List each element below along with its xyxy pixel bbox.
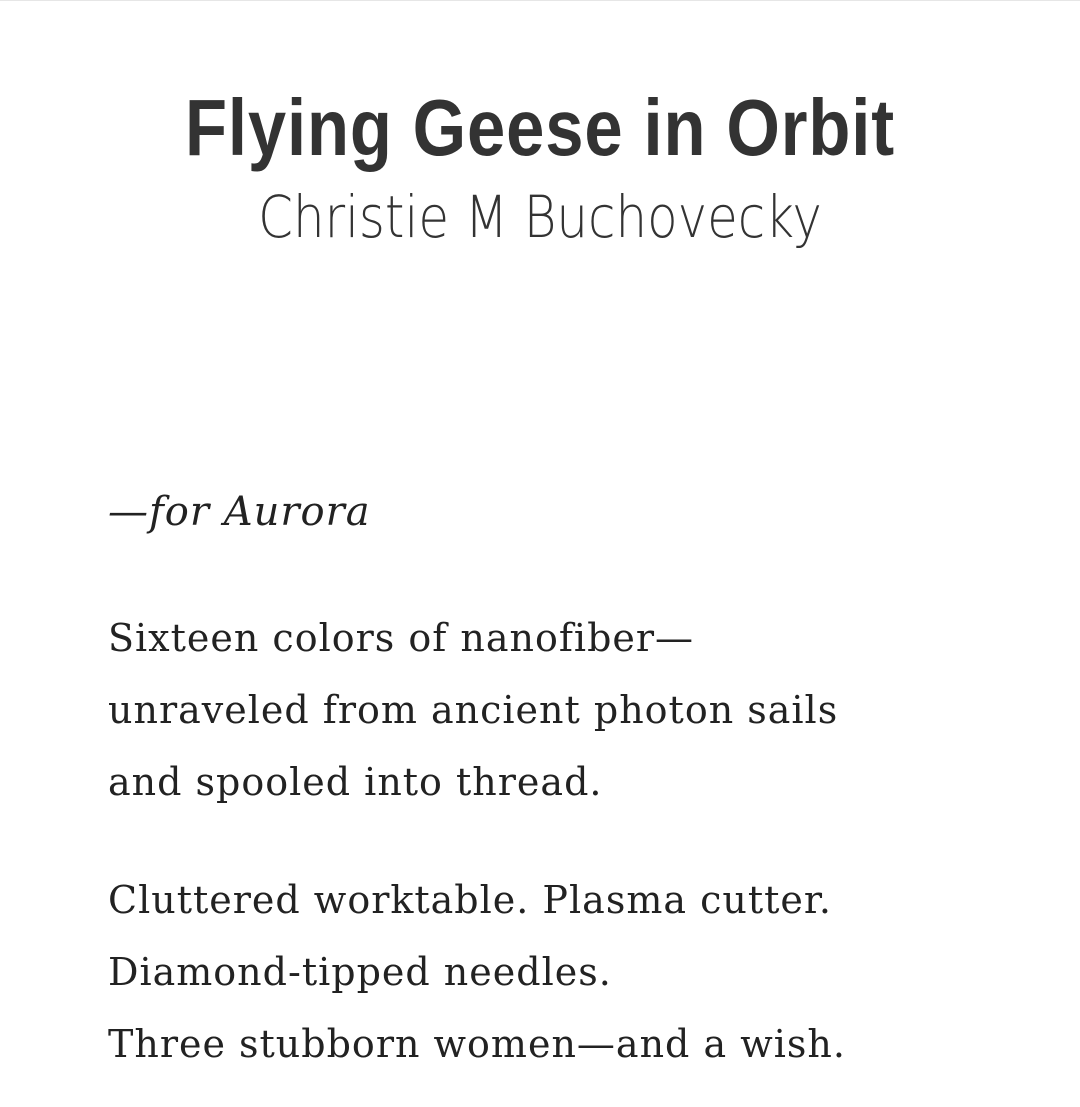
poem-line: Sixteen colors of nanofiber— <box>108 616 695 660</box>
poem-header <box>0 78 1080 254</box>
poem-body <box>108 482 1008 1080</box>
stanza-1 <box>108 602 1008 818</box>
author-name: Christie M Buchovecky <box>258 183 822 251</box>
poem-line: Three stubborn women—and a wish. <box>108 1022 846 1066</box>
poem-line: unraveled from ancient photon sails <box>108 688 839 732</box>
poem-line: and spooled into thread. <box>108 760 603 804</box>
dedication: —for Aurora <box>108 489 371 535</box>
poem-title: Flying Geese in Orbit <box>184 83 896 172</box>
poem-line: Cluttered worktable. Plasma cutter. <box>108 878 832 922</box>
top-divider <box>0 0 1080 1</box>
stanza-2 <box>108 864 1008 1080</box>
poem-line: Diamond-tipped needles. <box>108 950 612 994</box>
